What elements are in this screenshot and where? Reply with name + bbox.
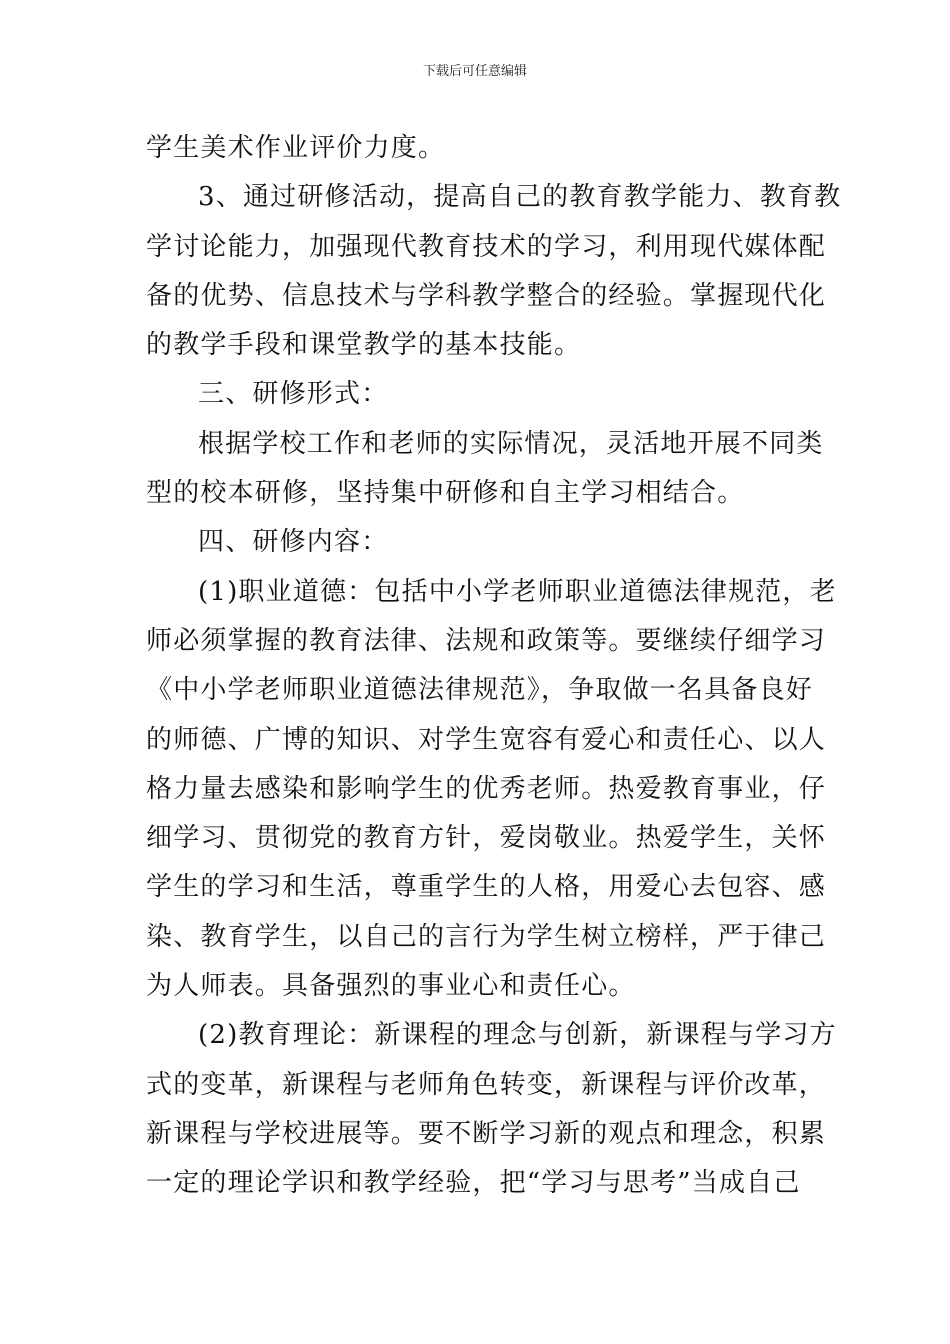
text-line: 染、教育学生，以自己的言行为学生树立榜样，严于律己 [146, 921, 827, 952]
text-line: 为人师表。具备强烈的事业心和责任心。 [146, 971, 636, 1002]
section-heading: 四、研修内容： [198, 527, 389, 558]
text-line: (2)教育理论：新课程的理念与创新，新课程与学习方 [198, 1020, 837, 1051]
text-line: (1)职业道德：包括中小学老师职业道德法律规范，老 [198, 576, 837, 607]
section-heading: 三、研修形式： [198, 379, 389, 410]
text-line: 的教学手段和课堂教学的基本技能。 [146, 330, 582, 361]
text-line: 新课程与学校进展等。要不断学习新的观点和理念，积累 [146, 1118, 827, 1149]
text-line: 3、通过研修活动，提高自己的教育教学能力、教育教 [198, 182, 842, 213]
text-line: 师必须掌握的教育法律、法规和政策等。要继续仔细学习 [146, 625, 827, 656]
text-line: 备的优势、信息技术与学科教学整合的经验。掌握现代化 [146, 280, 827, 311]
text-line: 学讨论能力，加强现代教育技术的学习，利用现代媒体配 [146, 231, 827, 262]
text-line: 细学习、贯彻党的教育方针，爱岗敬业。热爱学生，关怀 [146, 823, 827, 854]
text-line: 根据学校工作和老师的实际情况，灵活地开展不同类 [198, 428, 824, 459]
text-line: 式的变革，新课程与老师角色转变，新课程与评价改革， [146, 1069, 827, 1100]
text-line: 《中小学老师职业道德法律规范》，争取做一名具备良好 [146, 675, 814, 706]
text-line: 学生美术作业评价力度。 [146, 133, 446, 163]
text-line: 格力量去感染和影响学生的优秀老师。热爱教育事业，仔 [146, 773, 827, 804]
text-line: 一定的理论学识和教学经验，把“学习与思考”当成自己 [146, 1168, 801, 1199]
page-header: 下载后可任意编辑 [422, 64, 527, 79]
text-line: 的师德、广博的知识、对学生宽容有爱心和责任心、以人 [146, 724, 827, 755]
text-line: 学生的学习和生活，尊重学生的人格，用爱心去包容、感 [146, 872, 827, 903]
document-body [146, 128, 842, 1213]
text-line: 型的校本研修，坚持集中研修和自主学习相结合。 [146, 478, 745, 509]
